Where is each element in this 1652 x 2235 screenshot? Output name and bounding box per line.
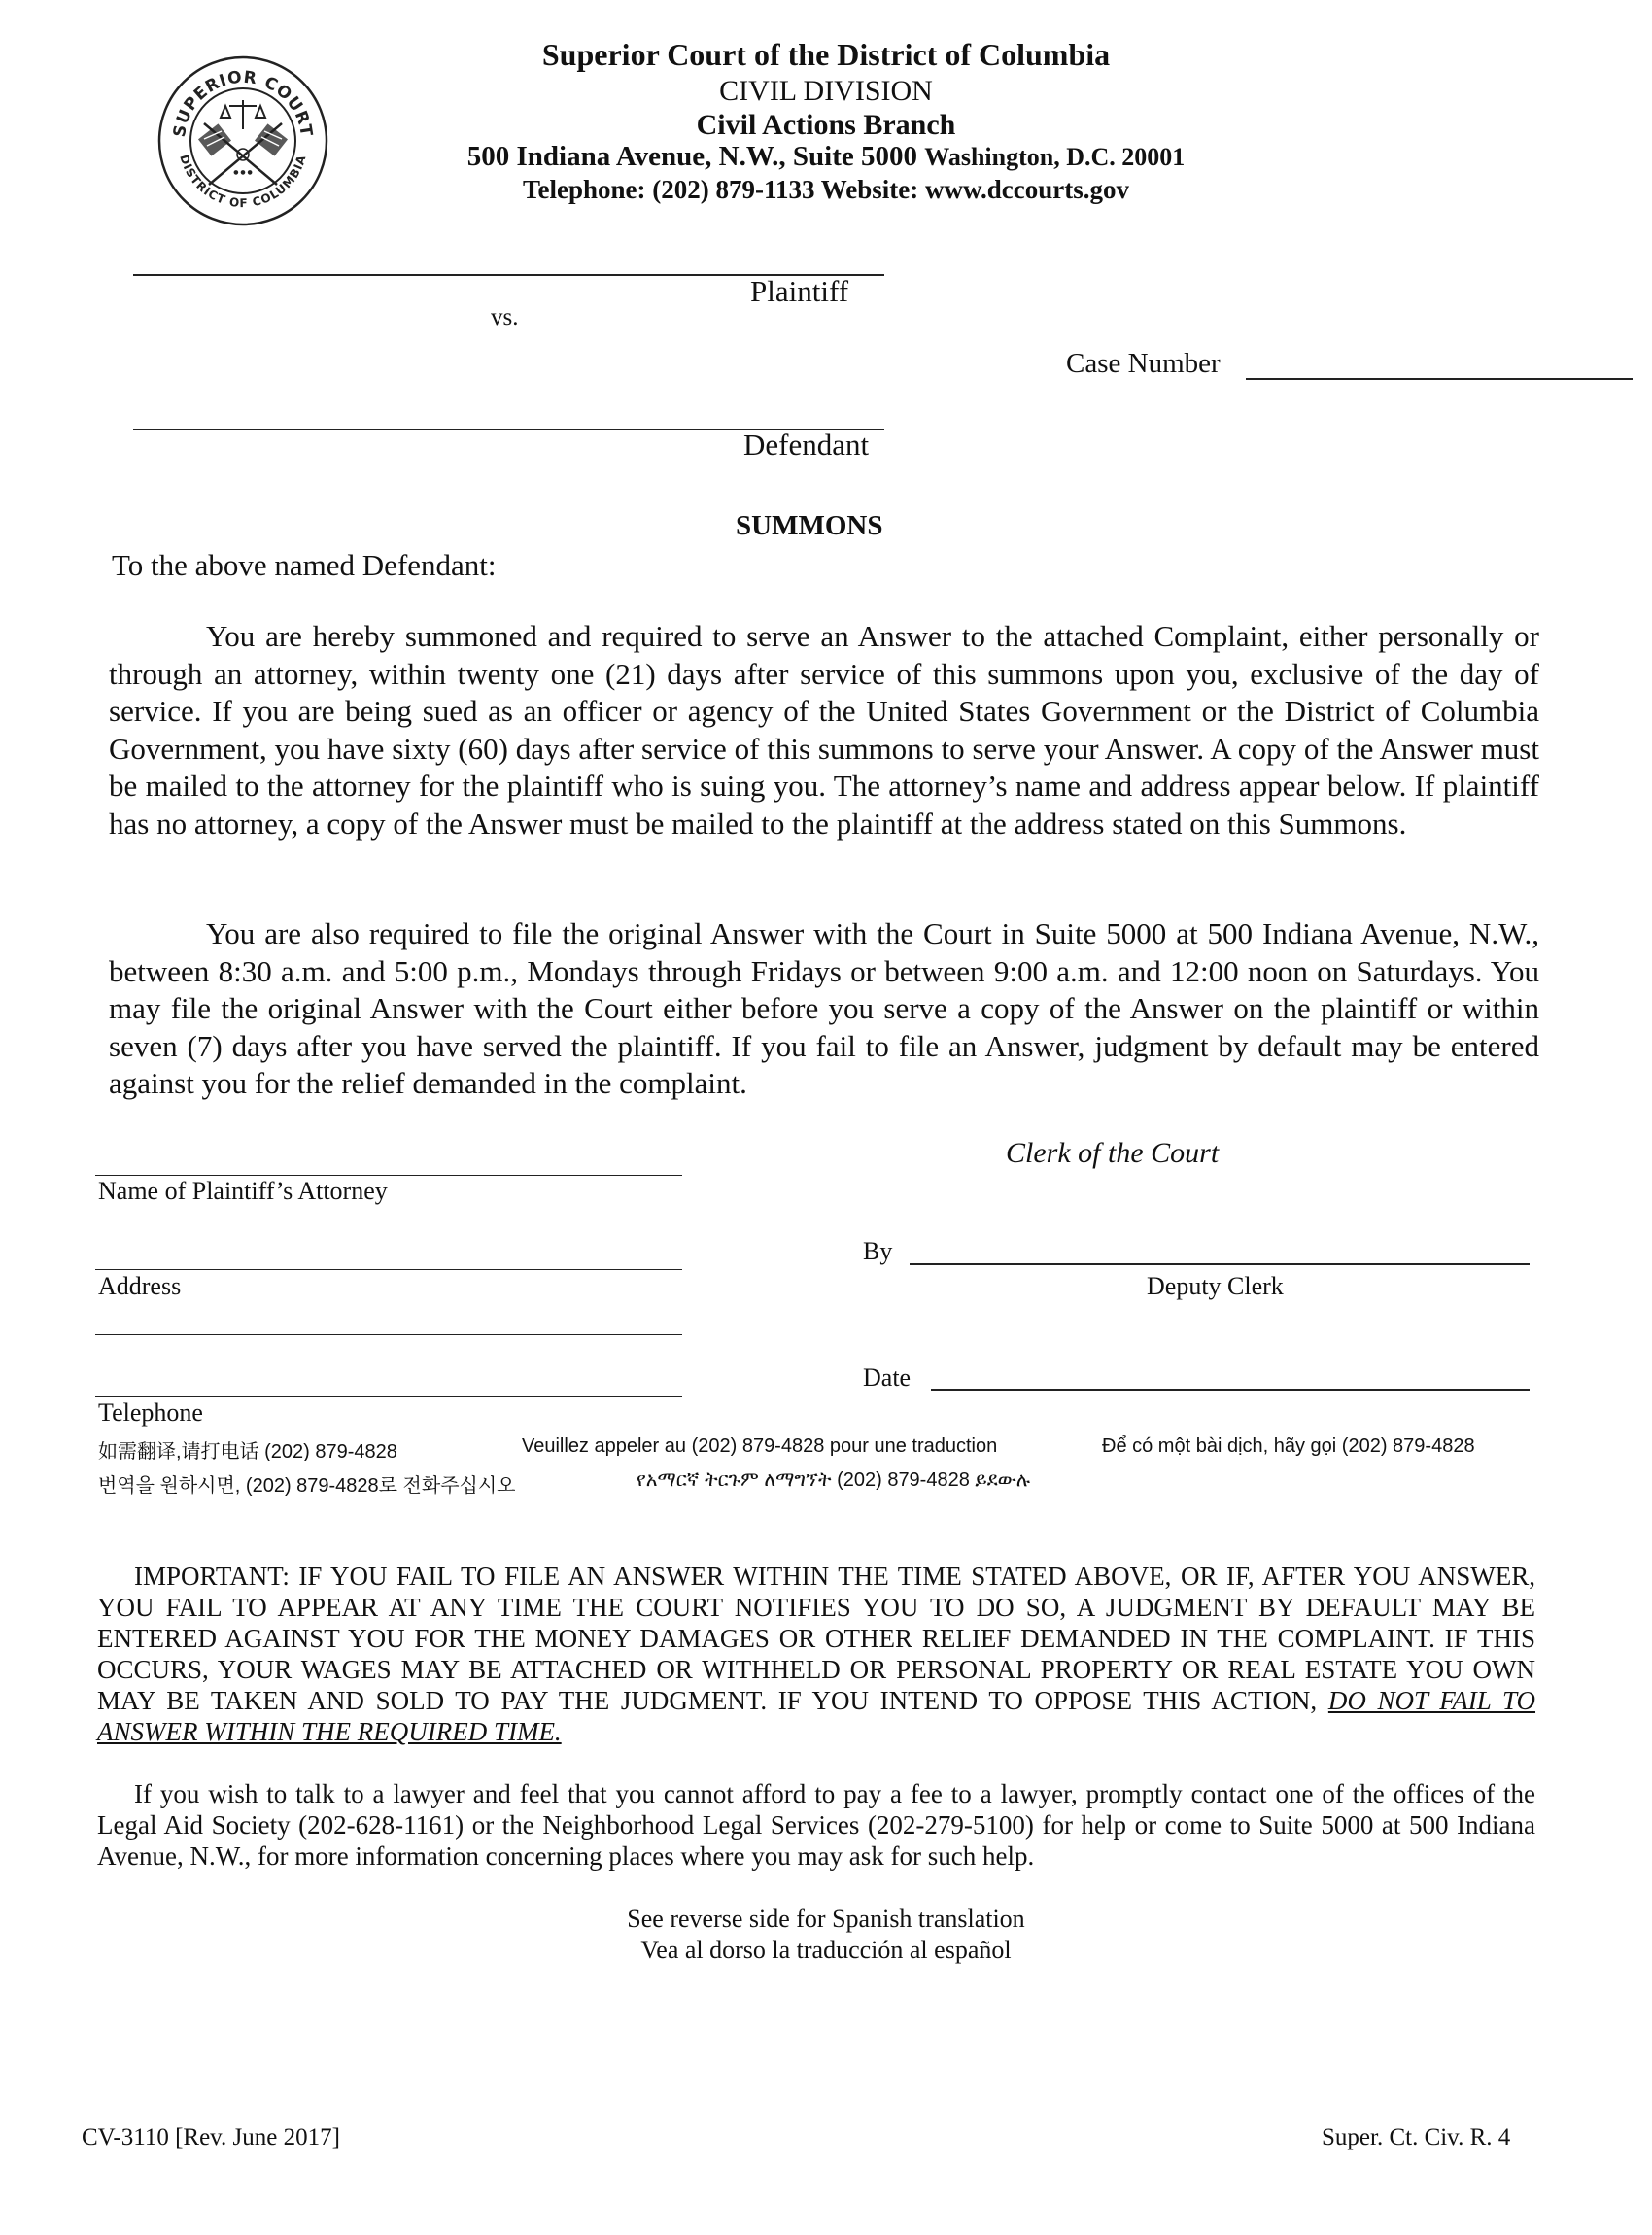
salutation: To the above named Defendant: [112, 548, 497, 582]
court-address [350, 141, 1302, 173]
translation-korean: 번역을 원하시면, (202) 879-4828로 전화주십시오 [98, 1475, 516, 1496]
court-seal [155, 53, 330, 228]
case-number-line[interactable] [1246, 378, 1633, 380]
date-line[interactable] [931, 1389, 1530, 1391]
translation-vietnamese: Để có một bài dịch, hãy gọi (202) 879-4828 [1102, 1435, 1475, 1457]
court-contact: Telephone: (202) 879-1133 Website: www.dccourts.gov [523, 175, 1129, 204]
attorney-name-label: Name of Plaintiff’s Attorney [98, 1177, 388, 1205]
seal-top-text: SUPERIOR COURT [169, 67, 317, 139]
court-name: Superior Court of the District of Columbia [541, 37, 1111, 72]
plaintiff-label: Plaintiff [750, 274, 849, 308]
court-seal-graphic [155, 53, 330, 228]
summons-title: SUMMONS [736, 510, 883, 541]
seal-bottom-text: DISTRICT OF COLUMBIA [177, 153, 309, 211]
important-notice-emphasis: DO NOT FAIL TO ANSWER WITHIN THE REQUIRED TIME. [97, 1686, 1536, 1746]
attorney-name-line[interactable] [95, 1175, 682, 1176]
date-label: Date [863, 1363, 912, 1392]
telephone-label: Telephone [98, 1398, 203, 1427]
division-name: CIVIL DIVISION [719, 75, 933, 107]
summons-paragraph-1-text: You are hereby summoned and required to serve an Answer to the attached Complaint, either personally or through an attorney, within twenty one (21) days after service of this summons upon you, exclusive of the day of service. If you are being sued as an officer or agency of the United States Government or the District of Columbia Government, you have sixty (60) days after service of this summons to serve your Answer. A copy of the Answer must be mailed to the attorney for the plaintiff who is suing you. The attorney’s name and address appear below. If plaintiff has no attorney, a copy of the Answer must be mailed to the plaintiff at the address stated on this Summons. [109, 619, 1539, 841]
reverse-note-english: See reverse side for Spanish translation [627, 1905, 1025, 1933]
summons-paragraph-2 [109, 915, 1539, 1103]
important-notice [97, 1561, 1535, 1747]
by-label: By [863, 1237, 893, 1265]
address-line-2[interactable] [95, 1334, 682, 1335]
legal-aid-notice [97, 1778, 1535, 1872]
reverse-note-spanish: Vea al dorso la traducción al español [640, 1936, 1012, 1964]
translation-french: Veuillez appeler au (202) 879-4828 pour une traduction [522, 1435, 998, 1457]
translation-amharic: የአማርኛ ትርጉም ለማግኘት (202) 879-4828 ይደውሉ [637, 1469, 1031, 1491]
vs-label: vs. [491, 304, 519, 330]
clerk-of-court-label: Clerk of the Court [1006, 1137, 1220, 1169]
important-notice-text: IMPORTANT: IF YOU FAIL TO FILE AN ANSWER WITHIN THE TIME STATED ABOVE, OR IF, AFTER YOU ANSWER, YOU FAIL TO APPEAR AT ANY TIME THE COURT NOTIFIES YOU TO DO SO, A JUDGMENT BY DEFAULT MAY BE ENTERED AGAINST YOU FOR THE MONEY DAMAGES OR OTHER RELIEF DEMANDED IN THE COMPLAINT. IF THIS OCCURS, YOUR WAGES MAY BE ATTACHED OR WITHHELD OR PERSONAL PROPERTY OR REAL ESTATE YOU OWN MAY BE TAKEN AND SOLD TO PAY THE JUDGMENT. IF YOU INTEND TO OPPOSE THIS ACTION, [97, 1562, 1535, 1715]
scales-icon [221, 100, 265, 129]
deputy-clerk-signature-line[interactable] [910, 1263, 1530, 1265]
court-city: Washington, D.C. 20001 [924, 143, 1186, 171]
deputy-clerk-label: Deputy Clerk [1147, 1272, 1284, 1300]
summons-paragraph-1 [109, 618, 1539, 842]
court-street-address: 500 Indiana Avenue, N.W., Suite 5000 [466, 141, 918, 172]
translation-chinese: 如需翻译,请打电话 (202) 879-4828 [98, 1441, 397, 1462]
svg-text:DISTRICT OF COLUMBIA [177, 153, 308, 210]
address-line-1[interactable] [95, 1269, 682, 1270]
address-label: Address [98, 1272, 182, 1300]
rule-citation: Super. Ct. Civ. R. 4 [1322, 2124, 1511, 2150]
legal-aid-notice-text: If you wish to talk to a lawyer and feel that you cannot afford to pay a fee to a lawyer, promptly contact one of the offices of the Legal Aid Society (202-628-1161) or the Neighborhood Legal Services (202-279-5100) for help or come to Suite 5000 at 500 Indiana Avenue, N.W., for more information concerning places where you may ask for such help. [97, 1779, 1535, 1871]
svg-text:● ● ●: ● ● ● [233, 169, 253, 176]
form-id: CV-3110 [Rev. June 2017] [82, 2124, 340, 2150]
branch-name: Civil Actions Branch [696, 109, 956, 141]
case-number-label: Case Number [1066, 348, 1221, 379]
summons-paragraph-2-text: You are also required to file the original Answer with the Court in Suite 5000 at 500 Indiana Avenue, N.W., between 8:30 a.m. and 5:00 p.m., Mondays through Fridays or between 9:00 a.m. and 12:00 noon on Saturdays. You may file the original Answer with the Court either before you serve a copy of the Answer on the plaintiff or within seven (7) days after you have served the plaintiff. If you fail to file an Answer, judgment by default may be entered against you for the relief demanded in the complaint. [109, 916, 1539, 1100]
telephone-line[interactable] [95, 1396, 682, 1397]
defendant-label: Defendant [743, 428, 870, 462]
